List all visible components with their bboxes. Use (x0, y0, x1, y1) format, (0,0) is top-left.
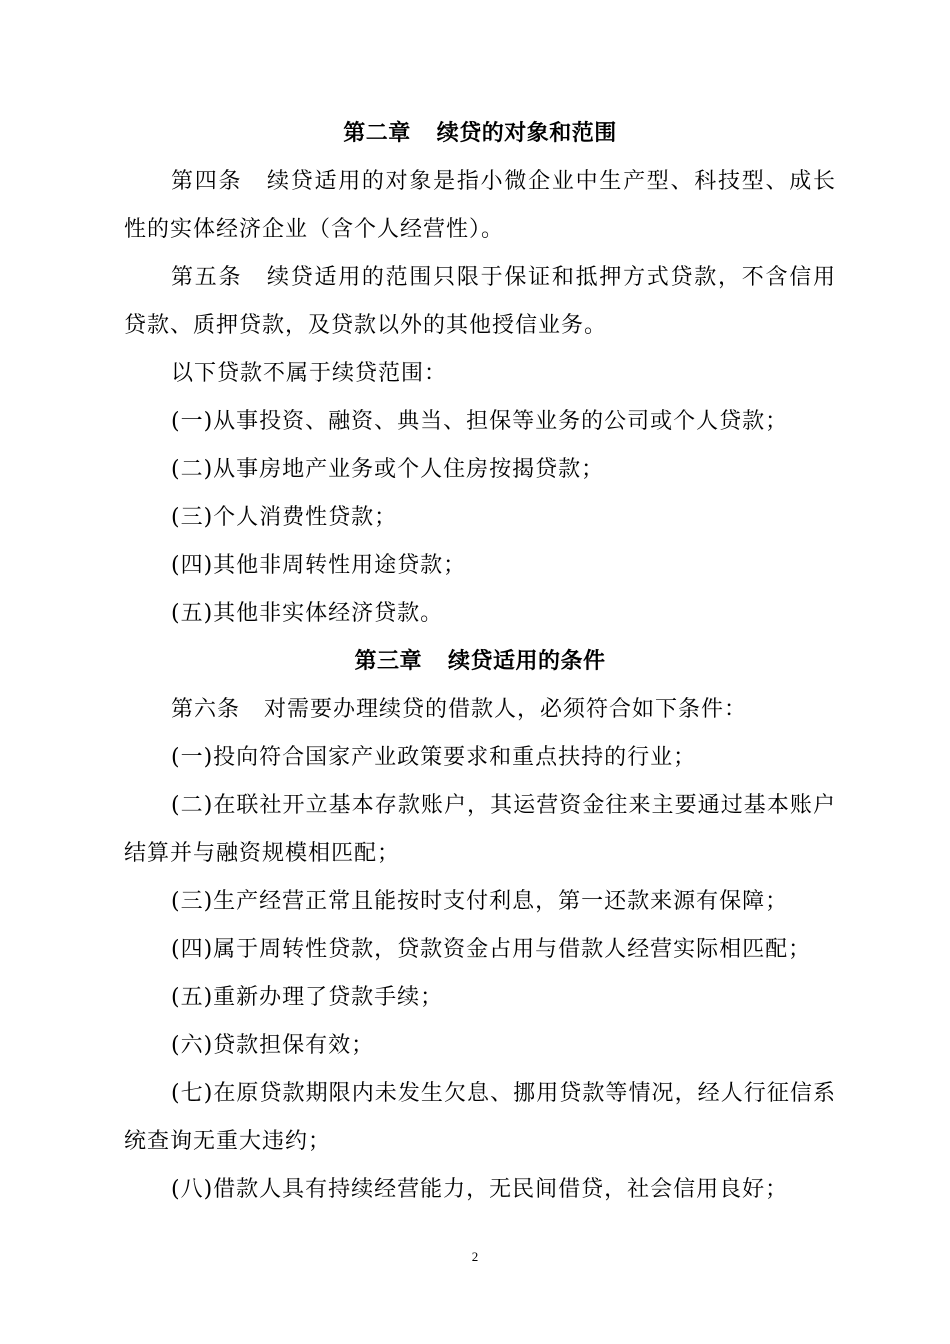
condition-item: (七)在原贷款期限内未发生欠息、挪用贷款等情况，经人行征信系统查询无重大违约； (124, 1081, 836, 1154)
article-6-number: 第六条 (171, 697, 241, 722)
condition-item: (四)属于周转性贷款，贷款资金占用与借款人经营实际相匹配； (171, 937, 812, 962)
page-number: 2 (471, 1249, 479, 1264)
article-6-text: 对需要办理续贷的借款人，必须符合如下条件： (264, 697, 748, 722)
article-4-text: 续贷适用的对象是指小微企业中生产型、科技型、成长性的实体经济企业（含个人经营性）。 (124, 169, 836, 242)
condition-item: (三)生产经营正常且能按时支付利息，第一还款来源有保障； (171, 889, 789, 914)
exclusion-item: (一)从事投资、融资、典当、担保等业务的公司或个人贷款； (171, 409, 789, 434)
condition-item: (一)投向符合国家产业政策要求和重点扶持的行业； (171, 745, 697, 770)
exclusions-intro: 以下贷款不属于续贷范围： (171, 361, 448, 386)
chapter-2-title: 续贷的对象和范围 (436, 121, 617, 146)
exclusion-item: (三)个人消费性贷款； (171, 505, 398, 530)
exclusion-item: (五)其他非实体经济贷款。 (171, 601, 444, 626)
condition-item: (六)贷款担保有效； (171, 1033, 375, 1058)
chapter-2-number: 第二章 (343, 121, 411, 146)
article-5-text: 续贷适用的范围只限于保证和抵押方式贷款，不含信用贷款、质押贷款，及贷款以外的其他授信业务。 (124, 265, 836, 338)
condition-item: (二)在联社开立基本存款账户，其运营资金往来主要通过基本账户结算并与融资规模相匹配； (124, 793, 836, 866)
chapter-3-heading (124, 638, 836, 686)
article-4 (124, 158, 836, 254)
article-4-number: 第四条 (171, 169, 243, 194)
condition-item: (八)借款人具有持续经营能力，无民间借贷，社会信用良好； (171, 1177, 789, 1202)
document-body (124, 110, 836, 1214)
chapter-3-title: 续贷适用的条件 (448, 649, 606, 674)
exclusion-item: (二)从事房地产业务或个人住房按揭贷款； (171, 457, 605, 482)
exclusion-item: (四)其他非周转性用途贷款； (171, 553, 467, 578)
condition-item: (五)重新办理了贷款手续； (171, 985, 444, 1010)
article-5-number: 第五条 (171, 265, 243, 290)
article-5 (124, 254, 836, 350)
chapter-3-number: 第三章 (354, 649, 422, 674)
article-6 (124, 686, 836, 734)
chapter-2-heading (124, 110, 836, 158)
